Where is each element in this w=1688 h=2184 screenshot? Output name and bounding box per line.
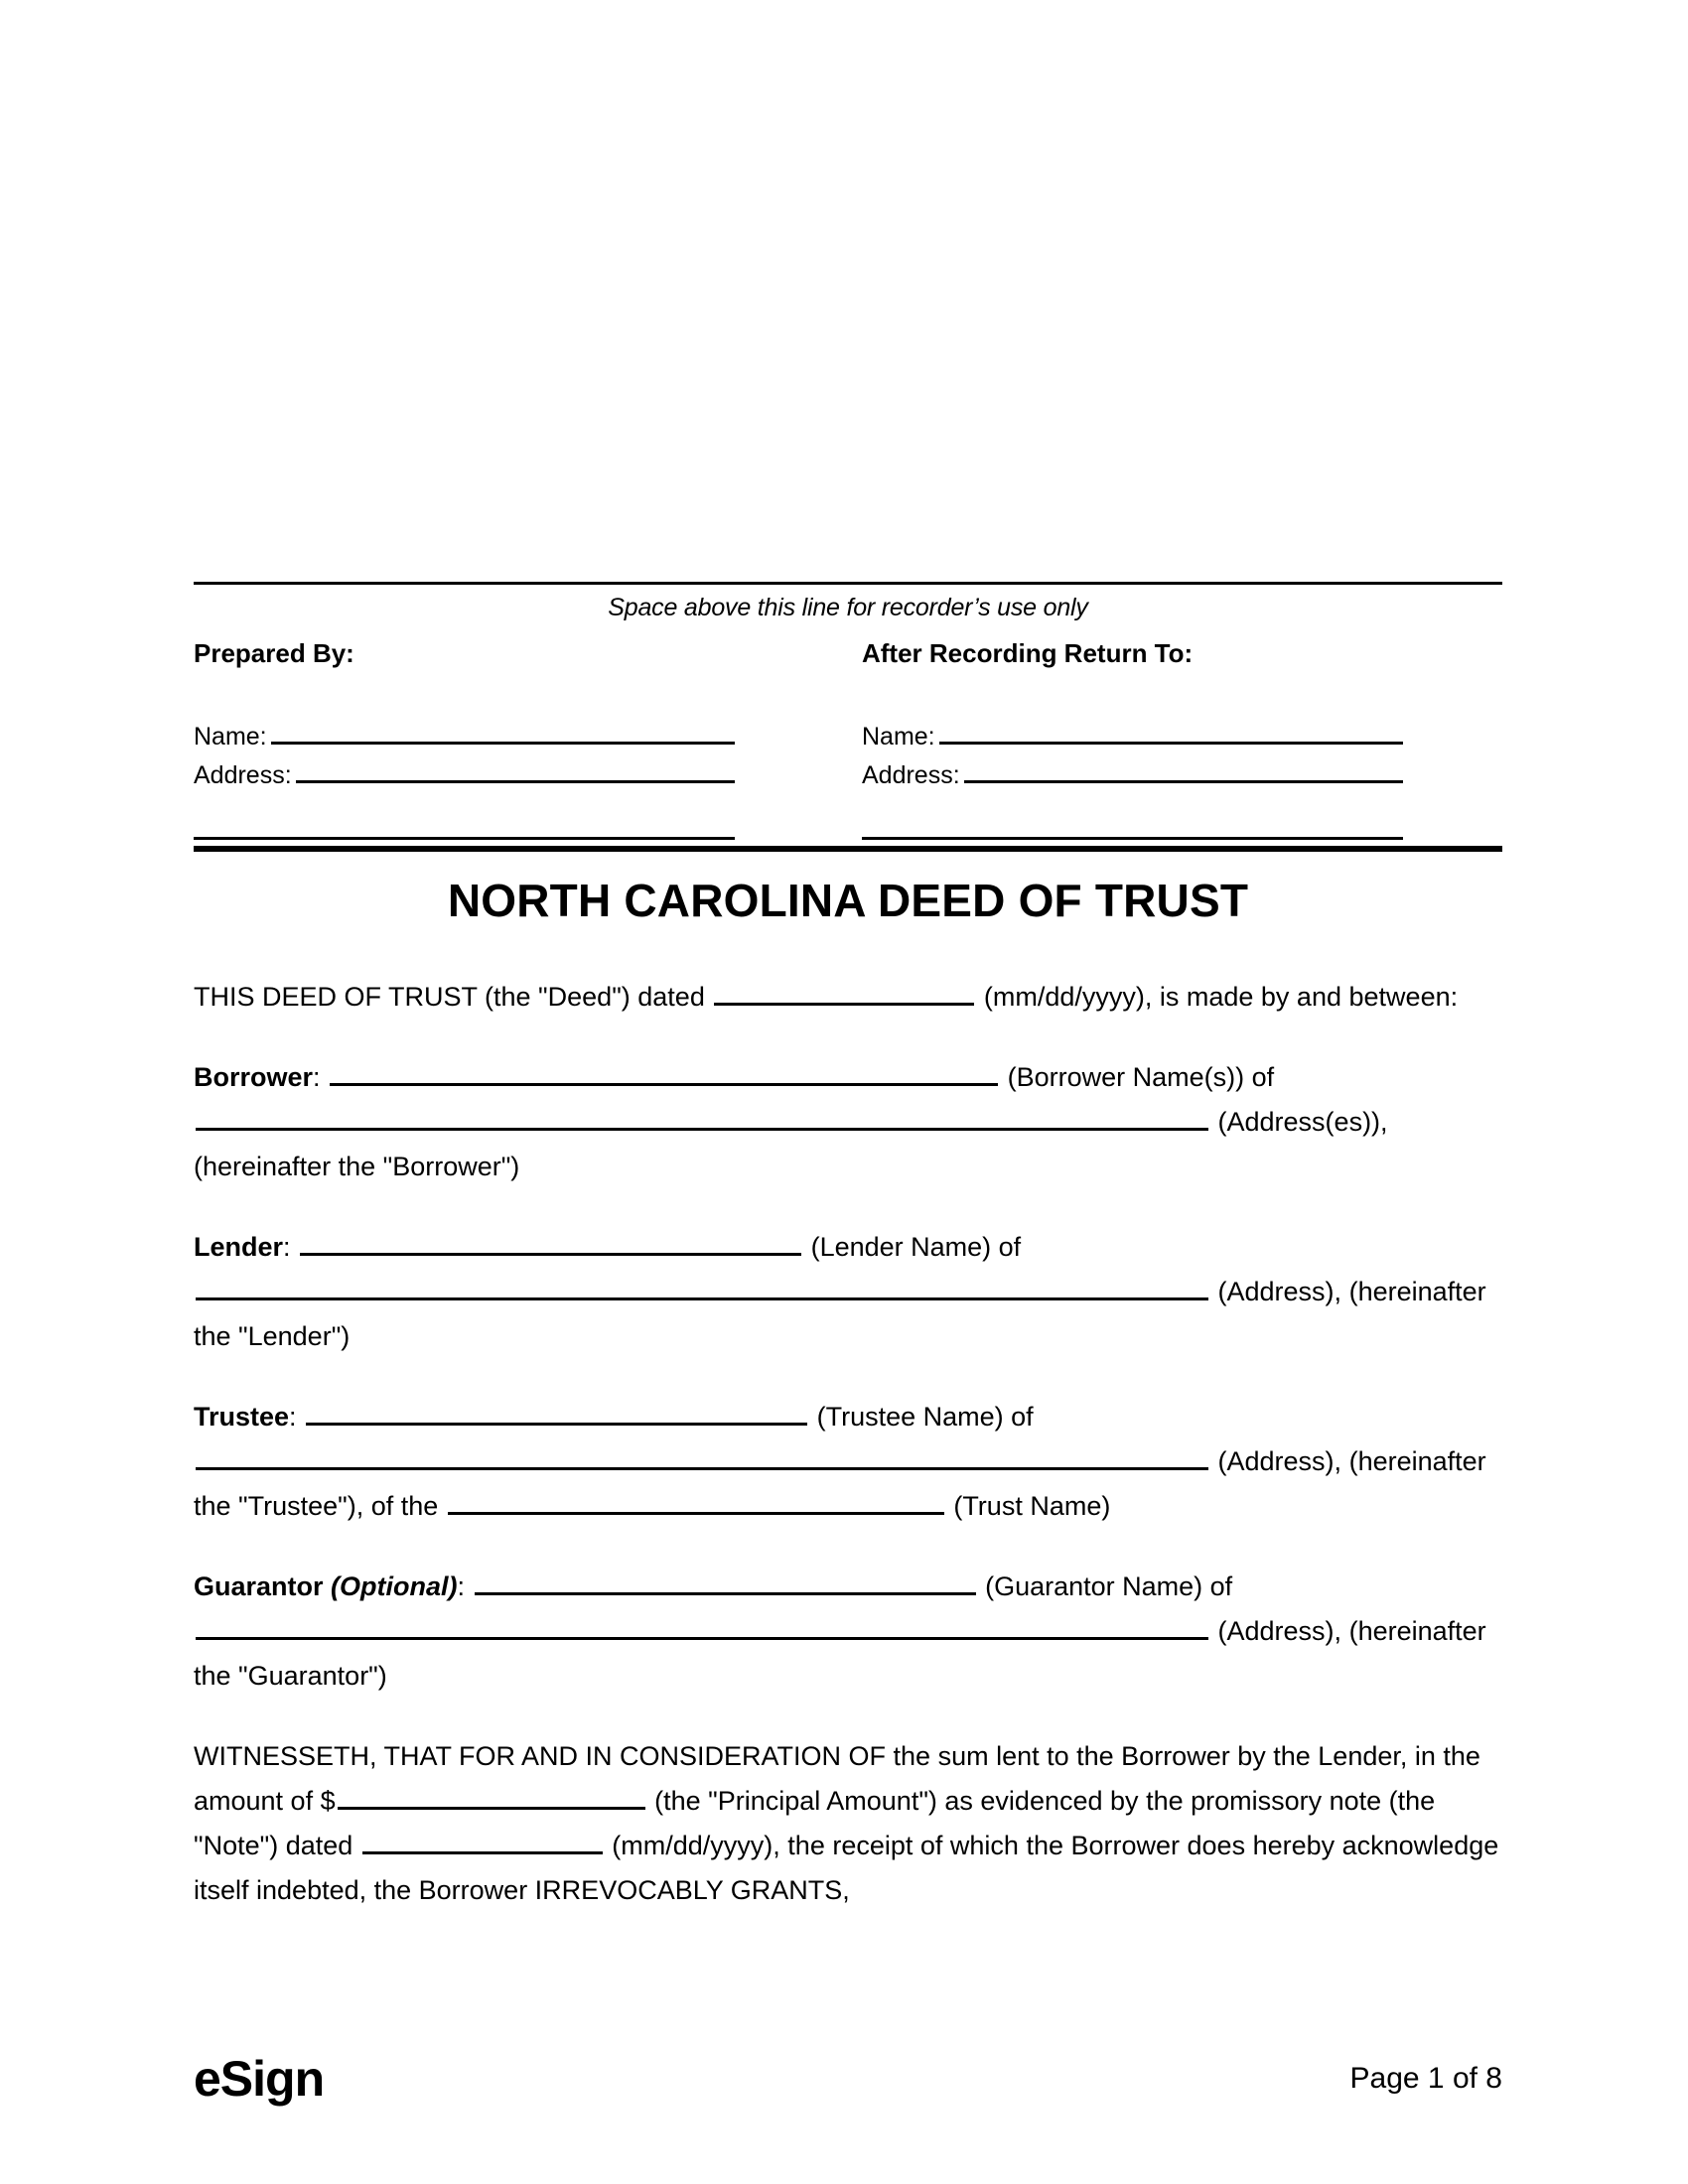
recorder-caption: Space above this line for recorder’s use only (608, 594, 1088, 621)
prepared-by-column (194, 636, 848, 840)
borrower-label: Borrower (194, 1062, 314, 1092)
witnesseth-paragraph (194, 1734, 1504, 1913)
prepared-by-address-line2-input[interactable] (194, 803, 735, 840)
esign-logo: eSign (194, 2051, 325, 2107)
witnesseth-line1: WITNESSETH, THAT FOR AND IN CONSIDERATION OF the sum lent to the Borrower by the (194, 1741, 1311, 1771)
lender-address-input[interactable] (196, 1276, 1208, 1300)
return-to-name-input[interactable] (939, 716, 1403, 745)
return-to-address-input[interactable] (964, 754, 1403, 783)
borrower-name-hint: (Borrower Name(s)) of (1007, 1062, 1275, 1092)
prepared-by-name-label: Name: (194, 723, 267, 751)
lender-name-input[interactable] (300, 1231, 801, 1256)
lender-name-hint: (Lender Name) of (810, 1232, 1022, 1262)
trustee-address-hint: (Address), (1217, 1446, 1342, 1476)
guarantor-label: Guarantor (194, 1571, 324, 1601)
prepared-by-address-row (194, 754, 735, 793)
trustee-name-hint: (Trustee Name) of (816, 1402, 1034, 1432)
return-to-name-label: Name: (862, 723, 935, 751)
document-body (194, 975, 1504, 1913)
return-to-column (848, 636, 1502, 840)
page-number: Page 1 of 8 (1349, 2062, 1502, 2095)
witnesseth-line2-prefix: Lender, in the amount of $ (194, 1741, 1480, 1816)
lender-paragraph (194, 1225, 1504, 1359)
witnesseth-line3-suffix: (mm/dd/yyyy), the receipt of which (612, 1831, 1019, 1860)
recorder-columns (194, 636, 1502, 840)
deed-date-input[interactable] (714, 981, 974, 1006)
trustee-label: Trustee (194, 1402, 290, 1432)
witnesseth-line4: the Borrower does hereby acknowledge itself indebted, the Borrower IRREVOCABLY GRANTS, (194, 1831, 1499, 1905)
lender-hereinafter: (hereinafter the "Lender") (194, 1277, 1486, 1351)
lender-colon: : (283, 1232, 291, 1262)
principal-amount-input[interactable] (338, 1785, 645, 1810)
witnesseth-line2-suffix: (the "Principal Amount") as evidenced by (654, 1786, 1139, 1816)
prepared-by-name-input[interactable] (271, 716, 735, 745)
guarantor-name-hint: (Guarantor Name) of (985, 1571, 1233, 1601)
trust-name-hint: (Trust Name) (953, 1491, 1111, 1521)
borrower-paragraph (194, 1055, 1504, 1189)
note-date-input[interactable] (362, 1830, 603, 1854)
witnesseth-line3-prefix: the promissory note (the "Note") dated (194, 1786, 1436, 1860)
lender-label: Lender (194, 1232, 284, 1262)
borrower-name-input[interactable] (330, 1061, 998, 1086)
guarantor-name-input[interactable] (475, 1570, 976, 1595)
guarantor-address-input[interactable] (196, 1615, 1208, 1640)
return-to-name-row (862, 716, 1403, 754)
guarantor-hereinafter: (hereinafter the "Guarantor") (194, 1616, 1486, 1691)
return-to-address-label: Address: (862, 761, 960, 789)
lender-address-hint: (Address), (1217, 1277, 1342, 1306)
intro-lead: THIS DEED OF TRUST (the "Deed") dated (194, 982, 705, 1012)
guarantor-paragraph (194, 1565, 1504, 1699)
prepared-by-address-label: Address: (194, 761, 292, 789)
trustee-address-input[interactable] (196, 1445, 1208, 1470)
prepared-by-address-input[interactable] (296, 754, 735, 783)
guarantor-optional-note: (Optional) (331, 1571, 458, 1601)
trustee-hereinafter-prefix: (hereinafter the "Trustee"), of the (194, 1446, 1486, 1521)
borrower-address-hint: (Address(es)), (1217, 1107, 1388, 1137)
trustee-name-input[interactable] (306, 1401, 807, 1426)
return-to-address-row (862, 754, 1403, 793)
borrower-colon: : (313, 1062, 321, 1092)
trustee-colon: : (289, 1402, 297, 1432)
recorder-bottom-rule (194, 846, 1502, 852)
intro-paragraph (194, 975, 1504, 1020)
prepared-by-name-row (194, 716, 735, 754)
return-to-heading: After Recording Return To: (862, 638, 1194, 668)
intro-date-hint: (mm/dd/yyyy), is made by and (983, 982, 1341, 1012)
page-title: NORTH CAROLINA DEED OF TRUST (447, 875, 1249, 926)
guarantor-address-hint: (Address), (1217, 1616, 1342, 1646)
recorder-header-block (194, 582, 1502, 852)
borrower-hereinafter: (hereinafter the "Borrower") (194, 1152, 520, 1181)
trust-name-input[interactable] (448, 1490, 944, 1515)
guarantor-colon: : (457, 1571, 466, 1601)
borrower-address-input[interactable] (196, 1106, 1208, 1131)
trustee-paragraph (194, 1395, 1504, 1529)
return-to-address-line2-input[interactable] (862, 803, 1403, 840)
intro-continuation: between: (1348, 982, 1459, 1012)
page-footer (194, 2050, 1502, 2108)
prepared-by-heading: Prepared By: (194, 638, 354, 668)
